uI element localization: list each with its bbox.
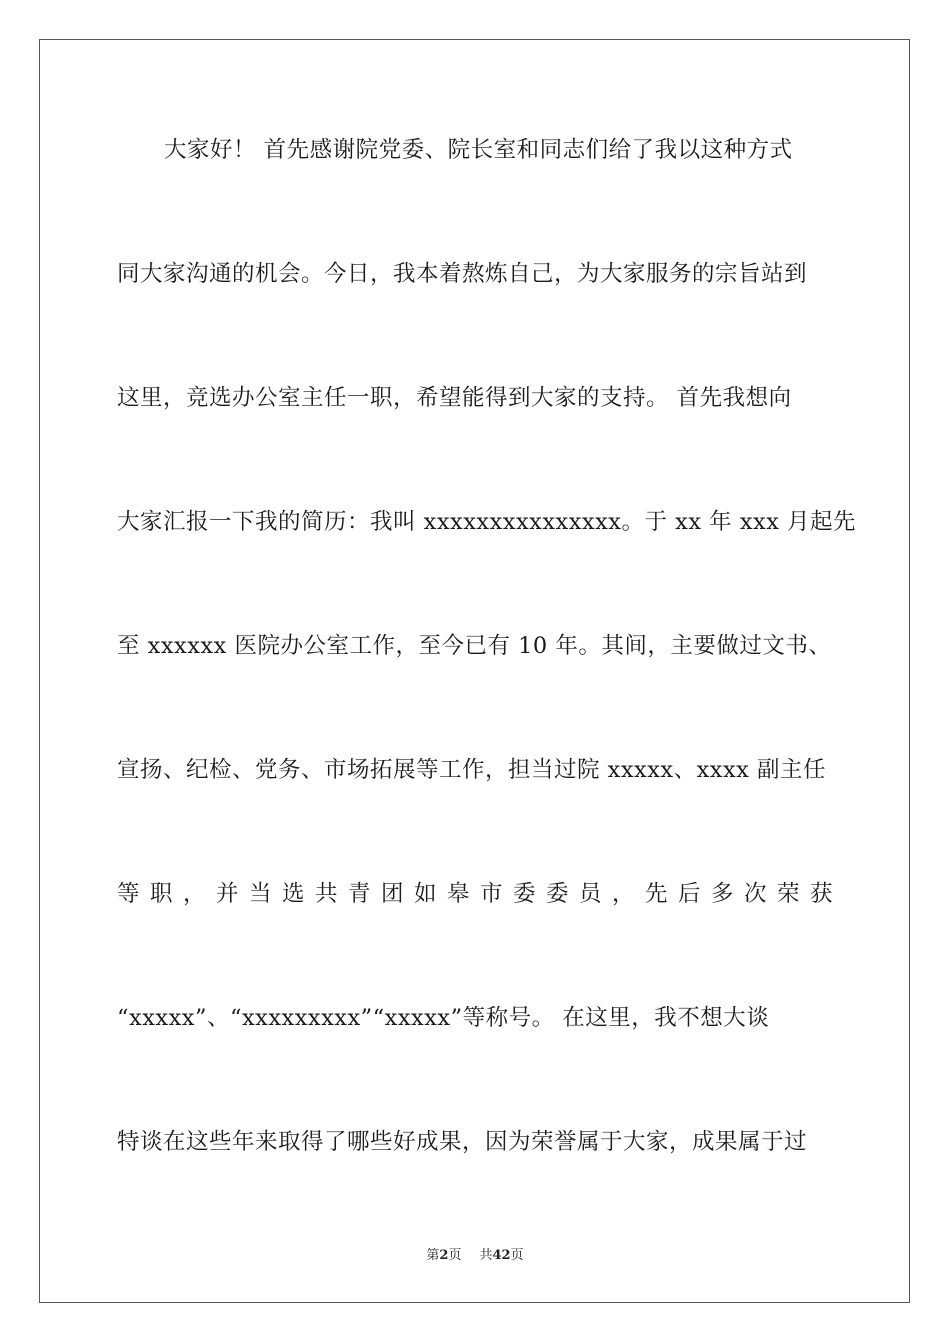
paragraph-line-4: 大家汇报一下我的简历：我叫 xxxxxxxxxxxxxxx。于 xx 年 xxx 月起先	[117, 509, 857, 535]
page-unit: 页	[448, 1248, 462, 1263]
paragraph-line-6: 宣扬、纪检、党务、市场拓展等工作，担当过院 xxxxx、xxxx 副主任	[117, 757, 827, 783]
total-page-number: 42	[492, 1248, 511, 1263]
total-prefix: 共	[479, 1248, 493, 1263]
paragraph-line-8: “xxxxx”、“xxxxxxxxx”“xxxxx”等称号。 在这里，我不想大谈	[117, 1005, 770, 1031]
page-footer	[0, 1247, 950, 1265]
page-prefix: 第	[426, 1248, 440, 1263]
paragraph-line-2: 同大家沟通的机会。今日，我本着熬炼自己，为大家服务的宗旨站到	[117, 261, 808, 287]
paragraph-line-5: 至 xxxxxx 医院办公室工作，至今已有 10 年。其间，主要做过文书、	[117, 633, 832, 659]
current-page-number: 2	[439, 1248, 449, 1263]
paragraph-line-7: 等职，并当选共青团如皋市委委员，先后多次荣获	[117, 881, 833, 907]
total-unit: 页	[510, 1248, 524, 1263]
paragraph-line-3: 这里，竞选办公室主任一职，希望能得到大家的支持。 首先我想向	[117, 385, 792, 411]
paragraph-line-9: 特谈在这些年来取得了哪些好成果，因为荣誉属于大家，成果属于过	[117, 1129, 808, 1155]
page-border	[39, 39, 910, 1303]
paragraph-line-1: 大家好！ 首先感谢院党委、院长室和同志们给了我以这种方式	[164, 137, 793, 163]
